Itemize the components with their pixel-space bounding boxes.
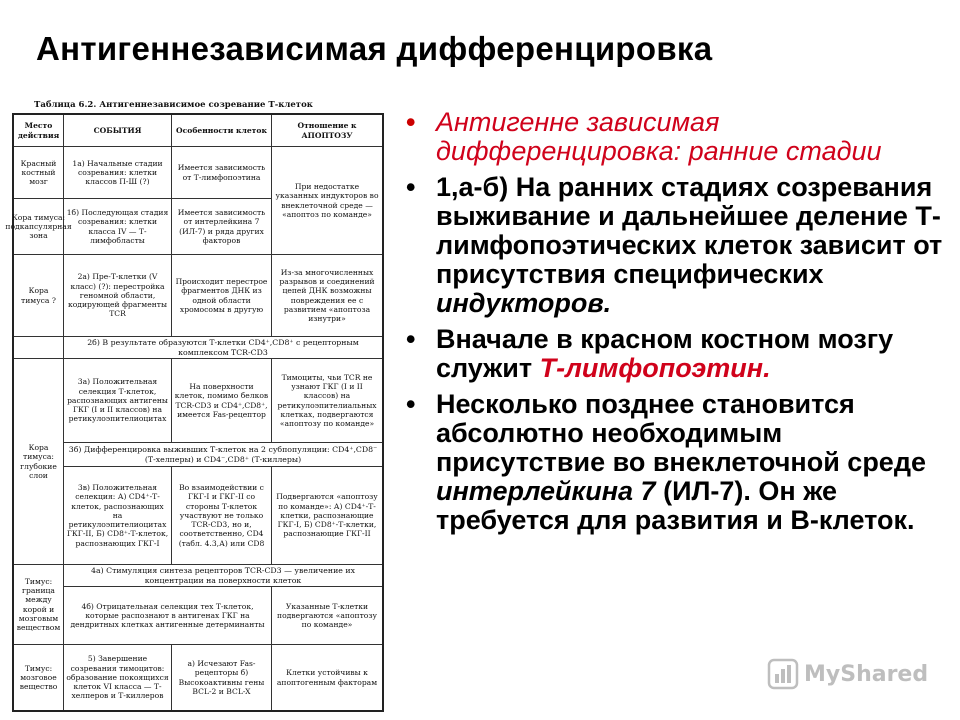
cell-event-3c: 3в) Положительная селекция: А) CD4⁺-Т-клеток, распознающих на ретикулоэпителиоцитах ГКГ-II, Б) CD8⁺-Т-клеток, распознающих ГКГ-I: [64, 467, 172, 565]
header-location: Место действия: [14, 115, 64, 147]
bullet-list: [402, 108, 950, 542]
bullet-emphasis: интерлейкина 7: [436, 476, 656, 506]
bullet-dot-icon: •: [406, 172, 416, 202]
cell-location-2: Кора тимуса: подкапсулярная зона: [14, 199, 64, 255]
cell-feature-2a: Происходит перестрое фрагментов ДНК из одной области хромосомы в другую: [172, 255, 272, 337]
bullet-item: [402, 390, 950, 535]
cell-apoptosis-3a: Тимоциты, чьи TCR не узнают ГКГ (I и II классов) на ретикулоэпителиальных клетках, подвергаются «апоптозу по команде»: [272, 359, 382, 443]
header-features: Особенности клеток: [172, 115, 272, 147]
cell-feature-1a: Имеется зависимость от Т-лимфопоэтина: [172, 147, 272, 199]
slide-title: Антигеннезависимая дифференцировка: [36, 30, 713, 67]
header-events: СОБЫТИЯ: [64, 115, 172, 147]
maturation-table: [5, 100, 386, 714]
table-caption: Таблица 6.2. Антигеннезависимое созревание Т-клеток: [34, 100, 313, 110]
table-grid: [5, 113, 384, 712]
cell-feature-3a: На поверхности клеток, помимо белков TCR-CD3 и CD4⁺,CD8⁺, имеется Fas-рецептор: [172, 359, 272, 443]
cell-location-empty: [14, 337, 64, 359]
bullet-text: Вначале в красном костном мозгу служит: [436, 324, 894, 383]
cell-span-2b: 2б) В результате образуются Т-клетки CD4⁺,CD8⁺ с рецепторным комплексом TCR-CD3: [64, 337, 382, 359]
bullet-text: Несколько позднее становится абсолютно необходимым присутствие во внеклеточной среде: [436, 389, 926, 477]
cell-span-3b: 3б) Дифференцировка выживших Т-клеток на 2 субпопуляции: CD4⁺,CD8⁻ (Т-хелперы) и CD4⁻,CD8⁺ (Т-киллеры): [64, 443, 382, 467]
cell-feature-5: а) Исчезают Fas-рецепторы б) Высокоактивны гены BCL-2 и BCL-X: [172, 645, 272, 710]
cell-location-3: Кора тимуса ?: [14, 255, 64, 337]
cell-span-4a: 4а) Стимуляция синтеза рецепторов TCR-CD3 — увеличение их концентрации на поверхности клеток: [64, 565, 382, 587]
cell-location-5: Тимус: граница между корой и мозговым веществом: [14, 565, 64, 645]
bullet-heading: Антигенне зависимая дифференцировка: ранние стадии: [436, 107, 882, 166]
bullet-text: (ИЛ-7). Он же требуется для развития и В-клеток.: [436, 476, 915, 535]
bullet-emphasis: Т-лимфопоэтин.: [539, 353, 771, 383]
bullet-item: [402, 108, 950, 166]
cell-feature-1b: Имеется зависимость от интерлейкина 7 (ИЛ-7) и ряда других факторов: [172, 199, 272, 255]
cell-event-3a: 3а) Положительная селекция Т-клеток, распознающих антигены ГКГ (I и II классов) на ретикулоэпителиоцитах: [64, 359, 172, 443]
bullet-text: 1,а-б) На ранних стадиях созревания выживание и дальнейшее деление Т-лимфопоэтических клеток зависит от присутствия специфических: [436, 172, 943, 289]
cell-event-1b: 1б) Последующая стадия созревания: клетки класса IV — Т-лимфобласты: [64, 199, 172, 255]
myshared-watermark: [768, 656, 938, 692]
cell-apoptosis-1: При недостатке указанных индукторов во внеклеточной среде — «апоптоз по команде»: [272, 147, 382, 255]
bullet-item: [402, 325, 950, 383]
cell-event-1a: 1а) Начальные стадии созревания: клетки классов П-Ш (?): [64, 147, 172, 199]
bullet-dot-icon: •: [406, 389, 416, 419]
header-apoptosis: Отношение к АПОПТОЗУ: [272, 115, 382, 147]
bullet-dot-icon: •: [406, 107, 416, 137]
cell-location-1: Красный костный мозг: [14, 147, 64, 199]
cell-apoptosis-5: Клетки устойчивы к апоптогенным факторам: [276, 668, 378, 687]
bullet-item: [402, 173, 950, 318]
watermark-text: MyShared: [804, 661, 929, 687]
cell-location-6: Тимус: мозговое вещество: [14, 645, 64, 710]
cell-apoptosis-2a: Из-за многочисленных разрывов и соединений цепей ДНК возможны повреждения ее с развитием «апоптоза изнутри»: [272, 255, 382, 337]
myshared-logo-icon: [768, 659, 798, 689]
bullet-emphasis: индукторов.: [436, 288, 612, 318]
cell-event-5: 5) Завершение созревания тимоцитов: образование покоящихся клеток VI класса — Т-хелперов и Т-киллеров: [64, 645, 172, 710]
cell-event-2a: 2а) Пре-Т-клетки (V класс) (?): перестройка геномной области, кодирующей фрагменты TCR: [64, 255, 172, 337]
cell-apoptosis-4b: Указанные Т-клетки подвергаются «апоптозу по команде»: [272, 587, 382, 645]
bullet-dot-icon: •: [406, 324, 416, 354]
cell-location-4: Кора тимуса: глубокие слои: [14, 359, 64, 565]
cell-apoptosis-3c: Подвергаются «апоптозу по команде»: А) CD4⁺-Т-клетки, распознающие ГКГ-I, Б) CD8⁺-Т-клетки, распознающие ГКГ-II: [272, 467, 382, 565]
cell-feature-3c: Во взаимодействии с ГКГ-I и ГКГ-II со стороны Т-клеток участвуют не только TCR-CD3, но и, соответственно, CD4 (табл. 4.3,А) или CD8: [172, 467, 272, 565]
cell-event-4b: 4б) Отрицательная селекция тех Т-клеток, которые распознают в антигенах ГКГ на дендритных клетках антигенные детерминанты: [64, 587, 272, 645]
